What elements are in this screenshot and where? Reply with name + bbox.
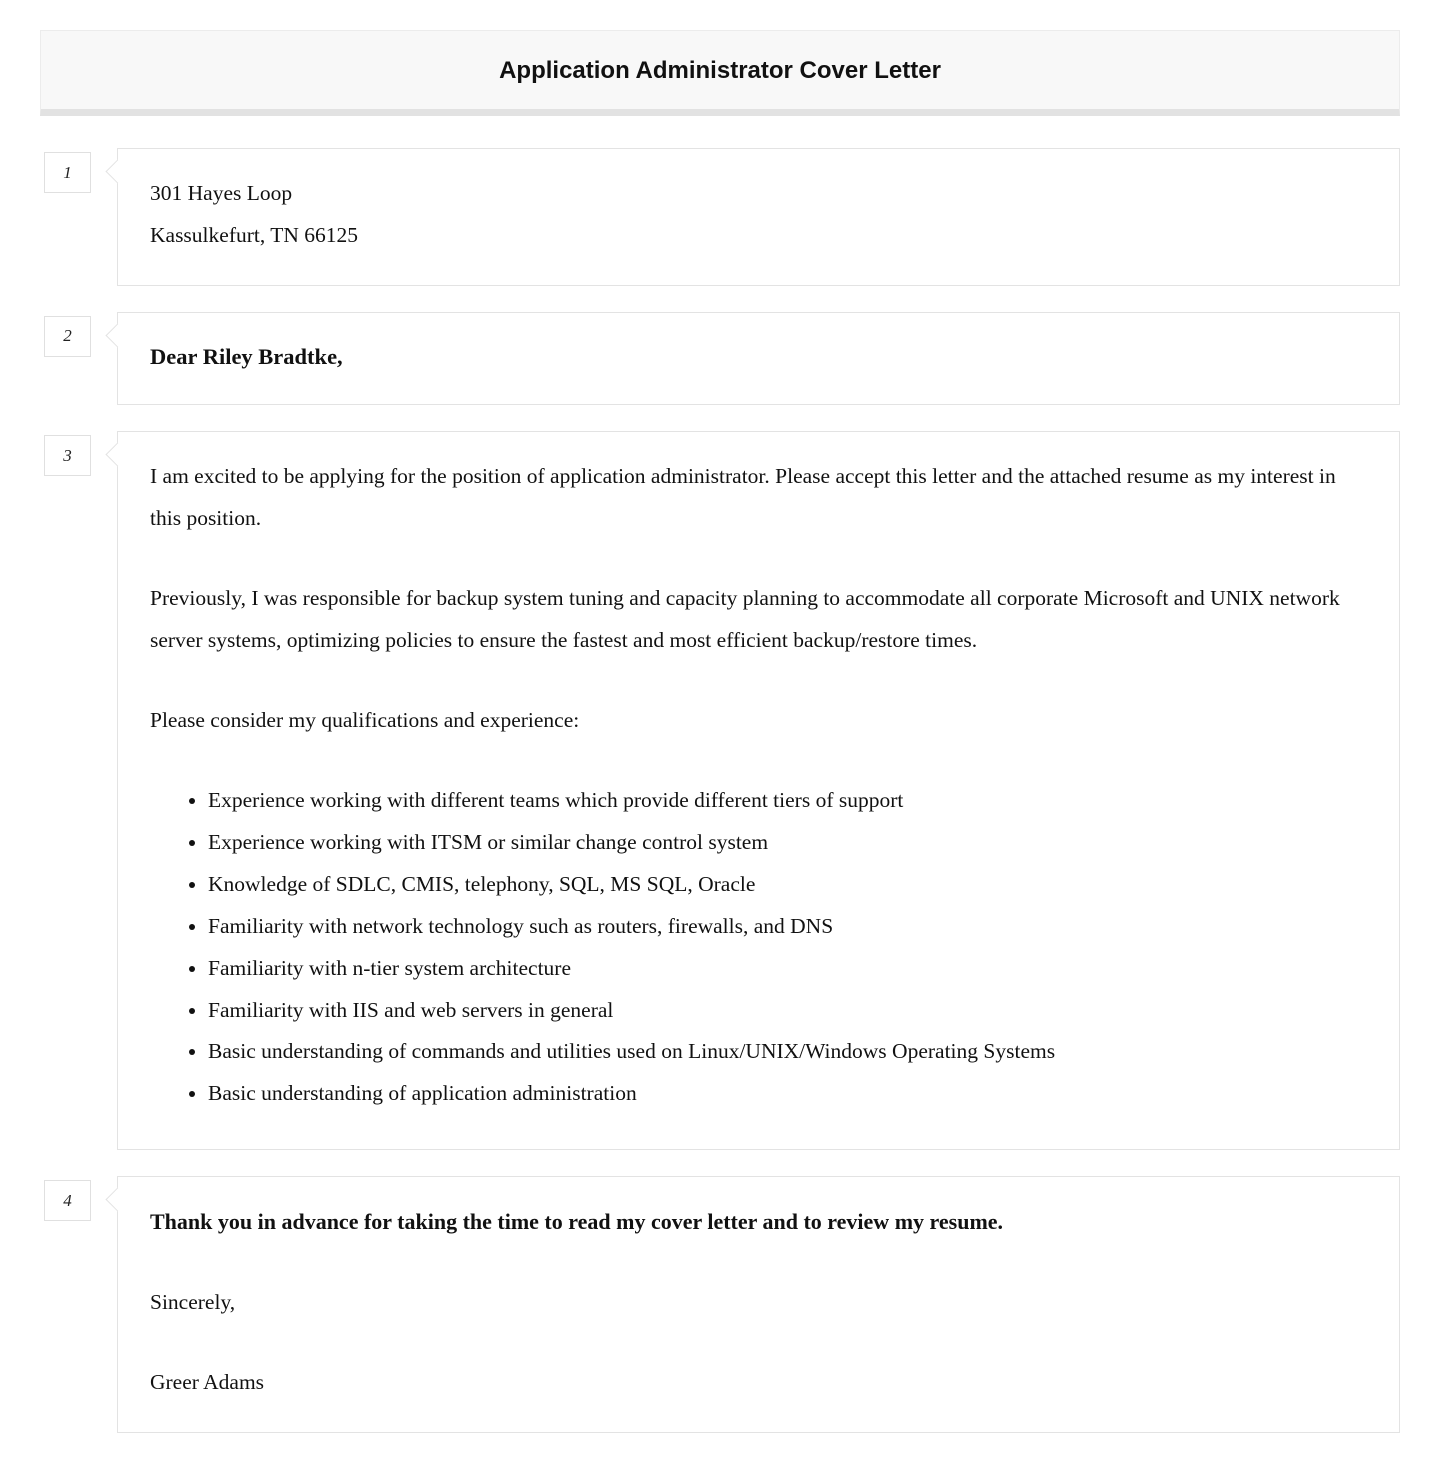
qualification-item: • Familiarity with IIS and web servers in general <box>208 990 1363 1032</box>
spacer <box>0 405 1440 431</box>
page-header <box>40 30 1400 116</box>
section-number-badge: 4 <box>44 1180 91 1221</box>
body-paragraph-2: Previously, I was responsible for backup system tuning and capacity planning to accommodate all corporate Microsoft and UNIX network server systems, optimizing policies to ensure the fastest and most efficient backup/restore times. <box>150 586 1340 653</box>
spacer <box>0 1150 1440 1176</box>
qualification-item: • Basic understanding of commands and utilities used on Linux/UNIX/Windows Operating Systems <box>208 1031 1363 1073</box>
qualification-item: • Experience working with ITSM or similar change control system <box>208 822 1363 864</box>
section-number-badge: 3 <box>44 435 91 476</box>
address-line-1: 301 Hayes Loop <box>150 181 293 205</box>
closing-thanks-text: Thank you in advance for taking the time to read my cover letter and to review my resume. <box>150 1209 1004 1235</box>
body-box <box>117 431 1400 1150</box>
section-number-badge: 1 <box>44 152 91 193</box>
closing-box <box>117 1176 1400 1433</box>
section-address <box>40 148 1400 286</box>
spacer <box>0 116 1440 148</box>
signoff-text: Sincerely, <box>150 1290 236 1315</box>
qualification-item: • Basic understanding of application administration <box>208 1073 1363 1115</box>
page-title: Application Administrator Cover Letter <box>499 57 941 84</box>
qualification-item: • Familiarity with n-tier system architecture <box>208 948 1363 990</box>
body-paragraph-1: I am excited to be applying for the position of application administrator. Please accept this letter and the attached resume as my interest in this position. <box>150 464 1336 531</box>
section-number-badge: 2 <box>44 316 91 357</box>
qualification-item: • Experience working with different teams which provide different tiers of support <box>208 780 1363 822</box>
address-line-2: Kassulkefurt, TN 66125 <box>150 222 359 247</box>
signature-name: Greer Adams <box>150 1370 265 1395</box>
qualifications-list <box>150 780 1363 1115</box>
qualification-item: • Knowledge of SDLC, CMIS, telephony, SQL, MS SQL, Oracle <box>208 864 1363 906</box>
section-body <box>40 431 1400 1150</box>
body-paragraph-3: Please consider my qualifications and experience: <box>150 708 580 733</box>
salutation-text: Dear Riley Bradtke, <box>150 343 343 369</box>
salutation-box <box>117 312 1400 406</box>
spacer <box>0 286 1440 312</box>
qualification-item: • Familiarity with network technology such as routers, firewalls, and DNS <box>208 906 1363 948</box>
section-salutation <box>40 312 1400 406</box>
spacer <box>0 1433 1440 1465</box>
address-box <box>117 148 1400 286</box>
section-closing <box>40 1176 1400 1433</box>
